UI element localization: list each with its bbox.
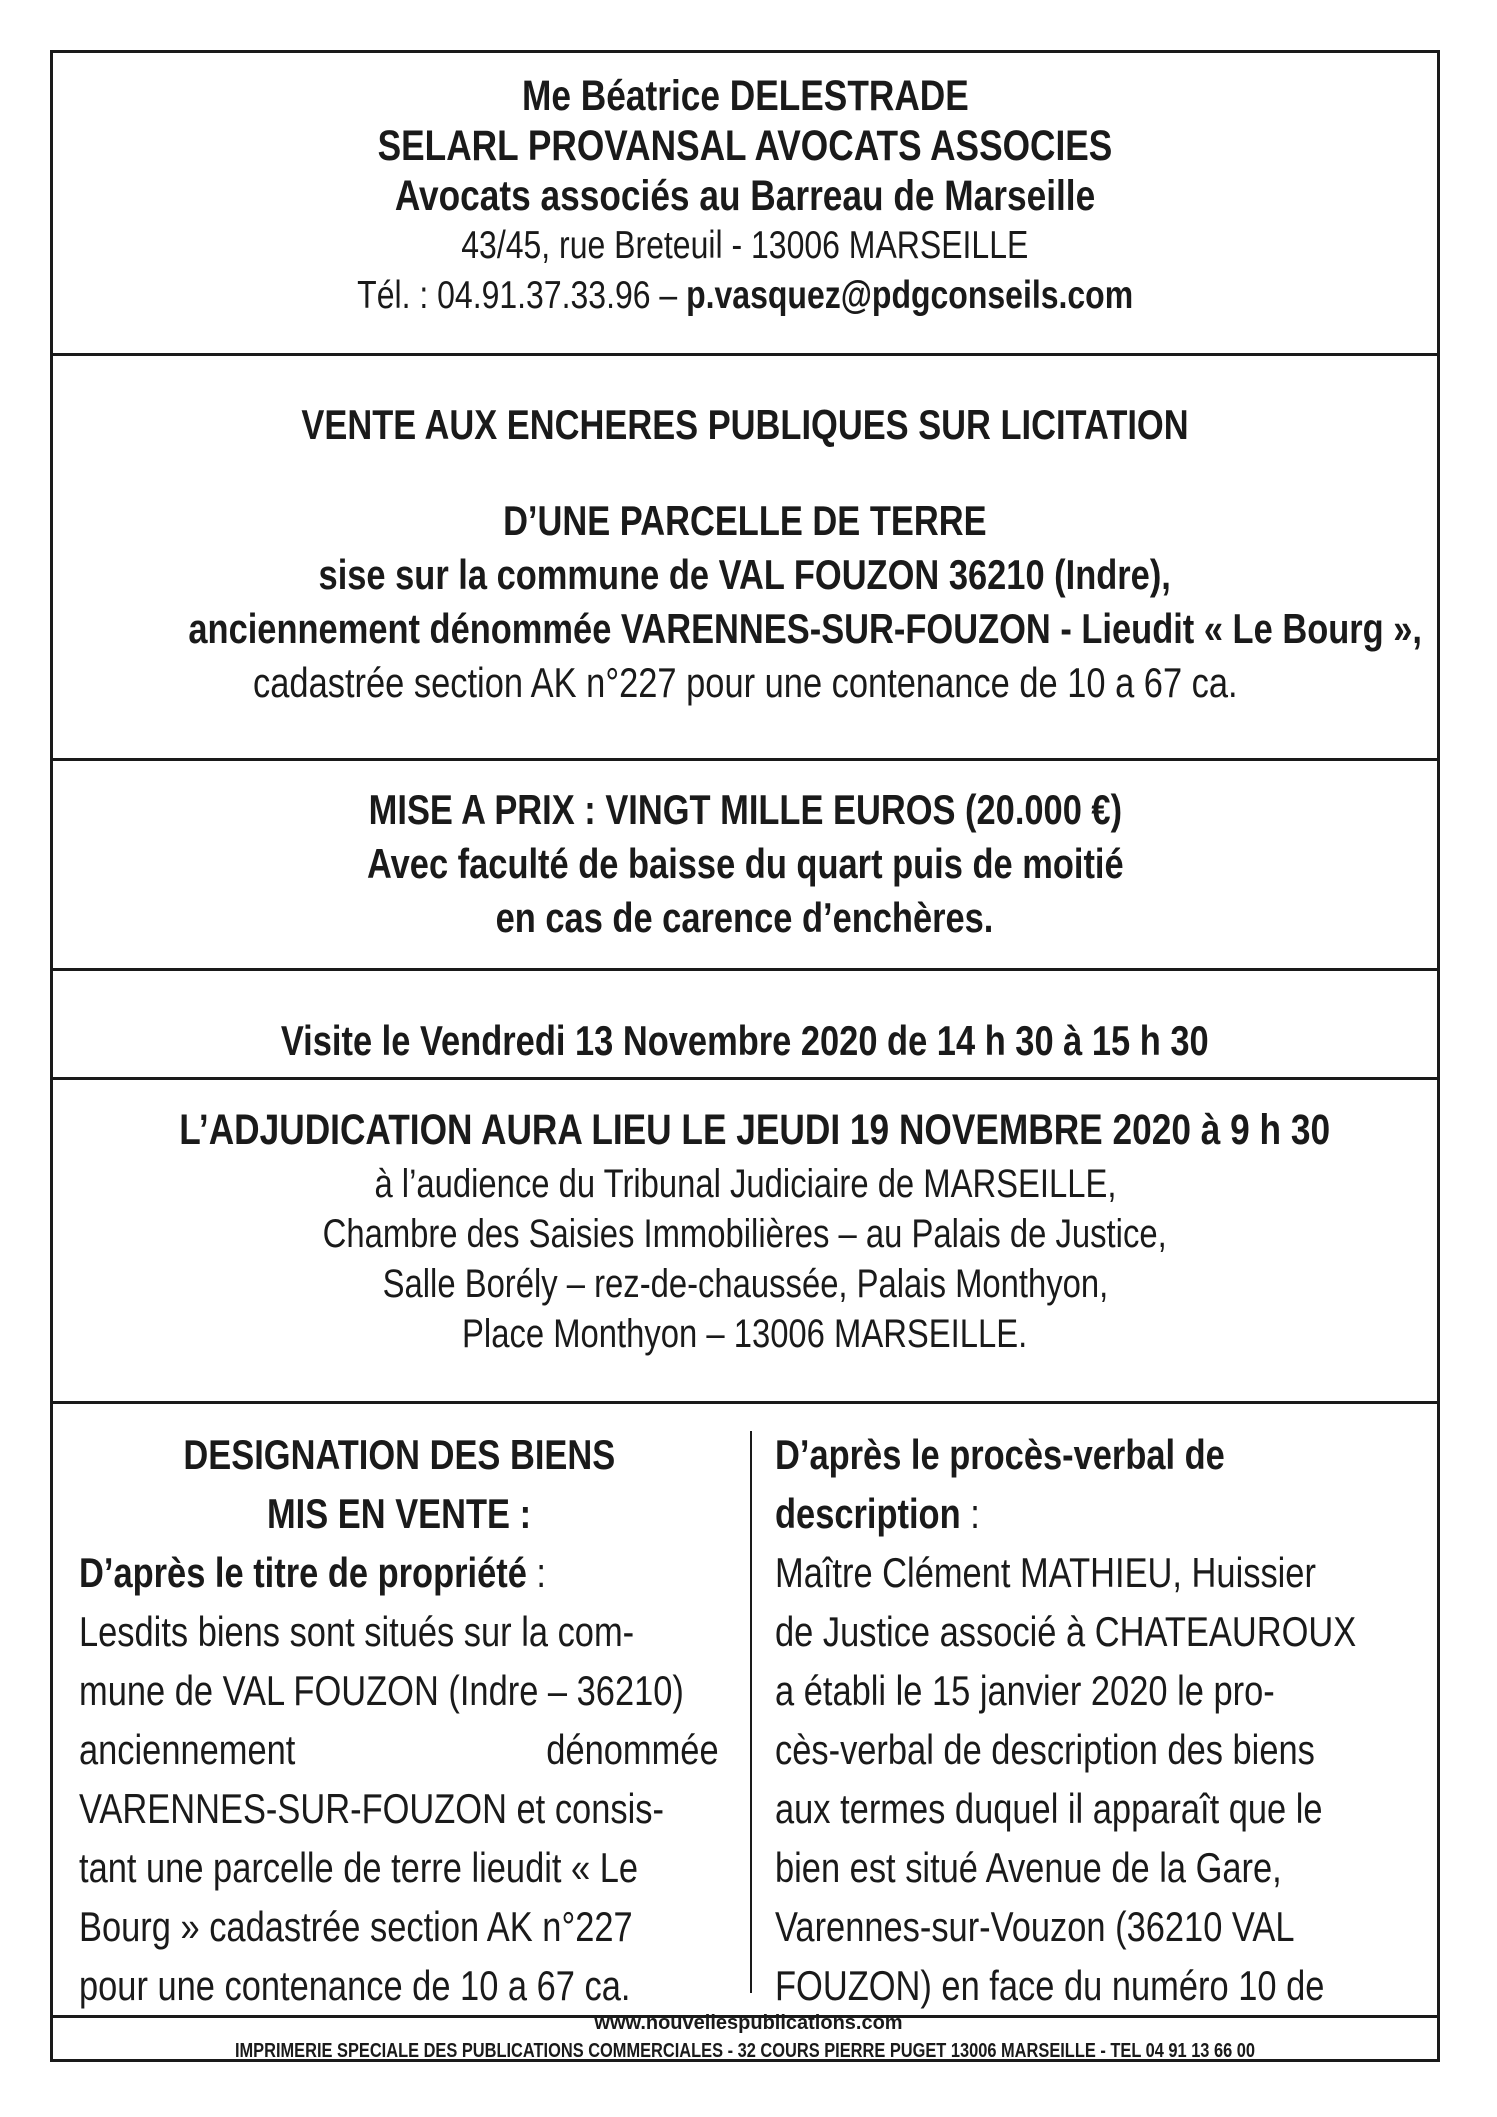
description-title: description (775, 1490, 961, 1537)
sale-headline: VENTE AUX ENCHERES PUBLIQUES SUR LICITATION (301, 401, 1189, 448)
adjudication-headline: L’ADJUDICATION AURA LIEU LE JEUDI 19 NOVEMBRE 2020 à 9 h 30 (179, 1106, 1331, 1154)
description-text-line: FOUZON) en face du numéro 10 de (775, 1962, 1325, 2009)
firm-email-link[interactable]: p.vasquez@pdgconseils.com (685, 274, 1133, 317)
starting-price: MISE A PRIX : VINGT MILLE EUROS (20.000 €) (368, 786, 1122, 833)
bar-association: Avocats associés au Barreau de Marseille (394, 172, 1096, 220)
adjudication-venue-line: à l’audience du Tribunal Judiciaire de MARSEILLE, (373, 1162, 1117, 1206)
starting-price-section (53, 783, 1437, 978)
sale-location: sise sur la commune de VAL FOUZON 36210 (Indre), (318, 551, 1172, 598)
description-text-line: de Justice associé à CHATEAUROUX (775, 1608, 1357, 1655)
sale-former-name: anciennement dénommée VARENNES-SUR-FOUZON - Lieudit « Le Bourg », (188, 605, 1423, 652)
designation-text-line: Lesdits biens sont situés sur la com- (79, 1608, 635, 1655)
sale-cadastre: cadastrée section AK n°227 pour une contenance de 10 a 67 ca. (252, 659, 1238, 706)
description-text-line: bien est situé Avenue de la Gare, (775, 1844, 1282, 1891)
printer-info: IMPRIMERIE SPECIALE DES PUBLICATIONS COMMERCIALES - 32 COURS PIERRE PUGET 13006 MARSEILLE - TEL 04 91 13 66 00 (234, 2040, 1256, 2062)
sale-object: D’UNE PARCELLE DE TERRE (503, 497, 987, 544)
price-reduction-condition: en cas de carence d’enchères. (496, 894, 994, 941)
description-text-line: cès-verbal de description des biens (775, 1726, 1315, 1773)
visit-date: Visite le Vendredi 13 Novembre 2020 de 14 h 30 à 15 h 30 (281, 1017, 1209, 1064)
lawyer-header (53, 71, 1437, 371)
printer-footer (53, 2037, 1437, 2065)
designation-title: DESIGNATION DES BIENS (183, 1431, 615, 1478)
designation-text-line: tant une parcelle de terre lieudit « Le (79, 1844, 639, 1891)
adjudication-section (53, 1101, 1437, 1391)
description-text-line: aux termes duquel il apparaît que le (775, 1785, 1323, 1832)
designation-text-line: VARENNES-SUR-FOUZON et consis- (79, 1785, 664, 1832)
adjudication-venue-line: Chambre des Saisies Immobilières – au Palais de Justice, (322, 1212, 1168, 1256)
column-divider (750, 1431, 752, 1993)
designation-text-line: Bourg » cadastrée section AK n°227 (79, 1903, 633, 1950)
law-firm-name: SELARL PROVANSAL AVOCATS ASSOCIES (377, 122, 1113, 170)
firm-address: 43/45, rue Breteuil - 13006 MARSEILLE (461, 224, 1029, 267)
divider (53, 968, 1437, 971)
divider (53, 1401, 1437, 1404)
firm-phone: Tél. : 04.91.37.33.96 – (357, 274, 678, 317)
adjudication-venue-line: Salle Borély – rez-de-chaussée, Palais Monthyon, (382, 1262, 1108, 1306)
description-text-line: Varennes-sur-Vouzon (36210 VAL (775, 1903, 1295, 1950)
designation-column: DESIGNATION DES BIENS MIS EN VENTE : D’après le titre de propriété : Lesdits biens sont situés sur la com- mune de VAL FOUZON (Indre – 36210) anciennement dénommée VARENNES-SUR-FOUZON et consis- tant une parcelle de terre lieudit « Le Bourg » cadastrée section AK n°227 pour une contenance de 10 a 67 ca. (79, 1425, 719, 2015)
designation-text-line: anciennement dénommée (79, 1726, 719, 1773)
divider (53, 353, 1437, 356)
description-title: D’après le procès-verbal de (775, 1431, 1225, 1478)
sale-title-section (53, 398, 1437, 748)
designation-title: MIS EN VENTE : (266, 1490, 532, 1537)
description-text-line: Maître Clément MATHIEU, Huissier (775, 1549, 1316, 1596)
designation-text-line: pour une contenance de 10 a 67 ca. (79, 1962, 631, 2009)
description-column: D’après le procès-verbal de description : Maître Clément MATHIEU, Huissier de Justice associé à CHATEAUROUX a établi le 15 janvier 2020 le pro- cès-verbal de description des biens aux termes duquel il apparaît que le bien est situé Avenue de la Gare, Varennes-sur-Vouzon (36210 VAL FOUZON) en face du numéro 10 de (775, 1425, 1415, 2015)
price-reduction-note: Avec faculté de baisse du quart puis de moitié (366, 840, 1124, 887)
visit-section (53, 991, 1437, 1091)
divider (53, 758, 1437, 761)
lawyer-name: Me Béatrice DELESTRADE (521, 72, 969, 120)
notice-frame (50, 50, 1440, 2062)
divider (53, 1077, 1437, 1080)
adjudication-venue-line: Place Monthyon – 13006 MARSEILLE. (462, 1312, 1028, 1356)
property-details-section (53, 1425, 1437, 2015)
description-text-line: a établi le 15 janvier 2020 le pro- (775, 1667, 1275, 1714)
website-link[interactable]: www.nouvellespublications.com (594, 2012, 903, 2034)
designation-subtitle: D’après le titre de propriété (79, 1549, 527, 1596)
designation-text-line: mune de VAL FOUZON (Indre – 36210) (79, 1667, 684, 1714)
